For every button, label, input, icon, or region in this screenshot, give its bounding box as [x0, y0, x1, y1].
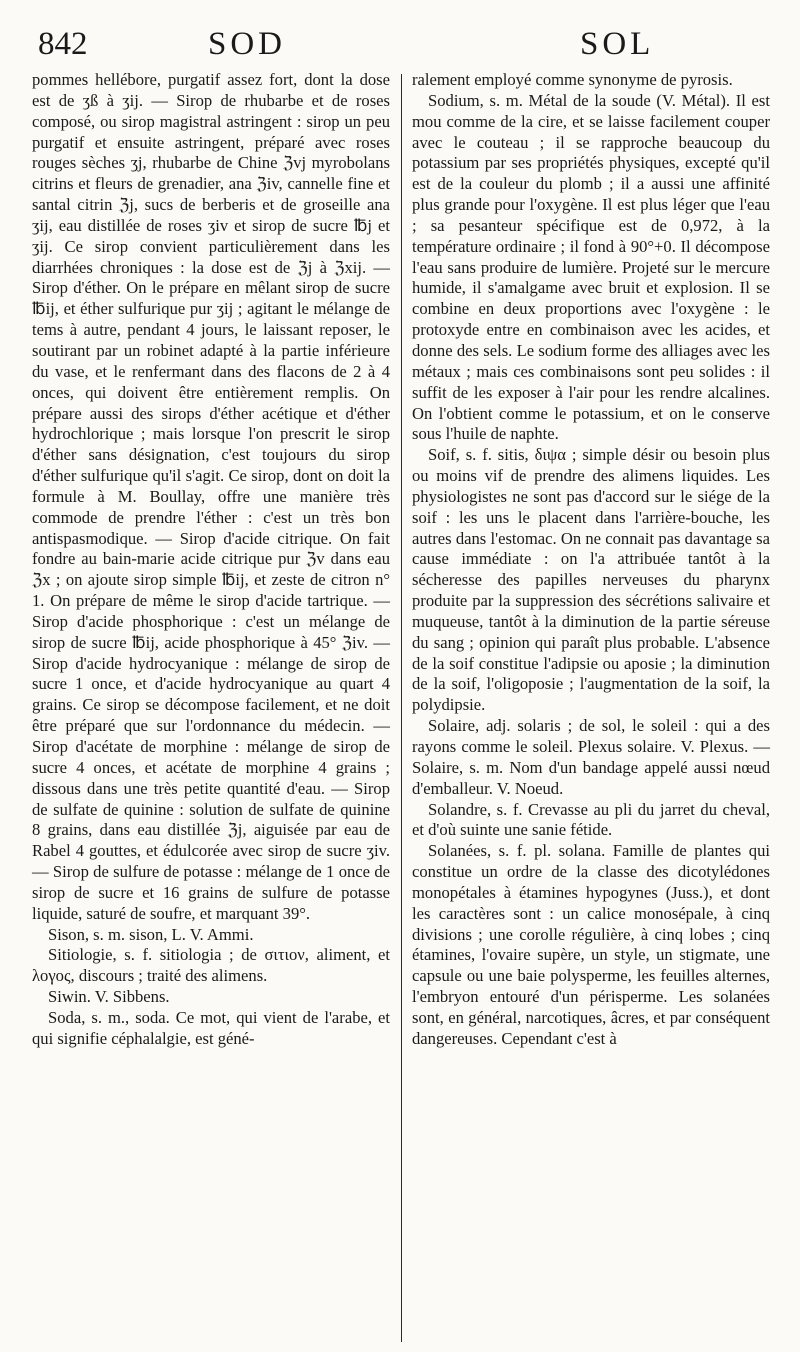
entry-soda-continued: ralement employé comme synonyme de pyrosis.	[412, 70, 733, 89]
entry-sodium: Sodium, s. m. Métal de la soude (V. Métal). Il est mou comme de la cire, et se laisse facilement couper avec le couteau ; il se rapproche beaucoup du potassium par ses propriétés physiques, excepté qu'il est de la couleur du plomb ; il a aussi une affinité plus grande pour l'oxygène. Il est plus léger que l'eau ; sa pesanteur spécifique est de 0,972, à la température ordinaire ; il fond à 90°+0. Il décompose l'eau sans produire de lumière. Projeté sur le mercure humide, il s'amalgame avec bruit et explosion. Il se combine en deux proportions avec l'oxygène : le protoxyde entre en combinaison avec les acides, et donne des sels. Le sodium forme des alliages avec les métaux ; mais ces combinaisons sont peu solides : il suffit de les exposer à l'air pour les rendre alcalines. On l'obtient comme le potassium, et on le conserve sous l'huile de naphte.	[412, 90, 770, 444]
entry-sison: Sison, s. m. sison, L. V. Ammi.	[48, 924, 254, 944]
entry-solandre: Solandre, s. f. Crevasse au pli du jarret du cheval, et d'où suinte une sanie fétide.	[412, 799, 770, 840]
running-head-left: SOD	[208, 26, 287, 62]
right-column	[412, 70, 770, 1050]
entry-solanees: Solanées, s. f. pl. solana. Famille de plantes qui constitue un ordre de la classe des dicotylédones monopétales à étamines hypogynes (Juss.), et dont les caractères sont : un calice monosépale, à cinq divisions ; une corolle régulière, à cinq lobes ; cinq étamines, l'ovaire supère, un style, un stigmate, une capsule ou une baie polysperme, les feuilles alternes, l'embryon entouré d'un périsperme. Les solanées sont, en général, narcotiques, âcres, et par conséquent dangereuses. Cependant c'est à	[412, 841, 770, 1048]
entry-sitiologie: Sitiologie, s. f. sitiologia ; de σιτιον, aliment, et λογος, discours ; traité des alimens.	[32, 945, 390, 986]
column-divider	[401, 74, 402, 1342]
entry-soif: Soif, s. f. sitis, διψα ; simple désir ou besoin plus ou moins vif de prendre des alimens liquides. Les physiologistes ne sont pas d'accord sur le siége de la soif : les uns le placent dans l'arrière-bouche, les autres dans l'estomac. On ne connait pas davantage sa cause immédiate : on l'a attribuée tantôt à la sécheresse des papilles nerveuses du pharynx produite par la suppression des sécrétions salivaire et muqueuse, tantôt à la diminution de la partie séreuse du sang ; opinion qui paraît plus probable. L'absence de la soif constitue l'adipsie ou aposie ; la diminution de la soif, l'oligoposie ; l'augmentation de la soif, la polydipsie.	[412, 445, 770, 715]
left-column	[32, 70, 390, 1050]
entry-solaire: Solaire, adj. solaris ; de sol, le soleil : qui a des rayons comme le soleil. Plexus solaire. V. Plexus. — Solaire, s. m. Nom d'un bandage appelé aussi nœud d'emballeur. V. Noeud.	[412, 716, 770, 798]
entry-siwin: Siwin. V. Sibbens.	[48, 987, 170, 1007]
entry-sirop-continued: pommes hellébore, purgatif assez fort, dont la dose est de ʒß à ʒij. — Sirop de rhubarbe et de roses composé, ou sirop magistral astringent : sirop un peu purgatif et ensuite astringent, préparé avec roses rouges sèches ʒj, rhubarbe de Chine ℨvj myrobolans citrins et fleurs de grenadier, ana ℨiv, cannelle fine et santal citrin ℨj, sucs de berberis et de groseille ana ʒij, eau distillée de roses ʒiv et sirop de sucre ℔j et ʒij. Ce sirop convient particulièrement dans les diarrhées chroniques : la dose est de ℨj à ℨxij. — Sirop d'éther. On le prépare en mêlant sirop de sucre ℔ij, et éther sulfurique pur ʒij ; agitant le mélange de tems à autre, pendant 4 jours, le laissant reposer, le soutirant par un robinet adapté à la partie inférieure du vase, et le renfermant dans des flacons de 2 à 4 onces, qui doivent être entièrement remplis. On prépare aussi des sirops d'éther acétique et d'éther hydrochlorique ; mais lorsque l'on prescrit le sirop d'éther sans désignation, c'est toujours du sirop d'éther sulfurique qu'il s'agit. Ce sirop, dont on doit la formule à M. Boullay, offre une manière très commode de prendre l'éther : c'est un très bon antispasmodique. — Sirop d'acide citrique. On fait fondre au bain-marie acide citrique pur ℨv dans eau ℨx ; on ajoute sirop simple ℔ij, et zeste de citron n° 1. On prépare de même le sirop d'acide tartrique. — Sirop d'acide phosphorique : c'est un mélange de sirop de sucre ℔ij, acide phosphorique à 45° ℨiv. — Sirop d'acide hydrocyanique : mélange de sirop de sucre 1 once, et d'acide hydrocyanique au quart 4 grains. Ce sirop se décompose facilement, et ne doit être préparé que sur l'ordonnance du médecin. — Sirop d'acétate de morphine : mélange de sirop de sucre 4 onces, et acétate de morphine 4 grains ; dissous dans une très petite quantité d'eau. — Sirop de sulfate de quinine : solution de sulfate de quinine 8 grains, dans eau distillée ℨj, aiguisée par eau de Rabel 4 gouttes, et édulcorée avec sirop de sucre ʒiv. — Sirop de sulfure de potasse : mélange de 1 once de sirop de sucre et 16 grains de sulfure de potasse liquide, saturé de soufre, et marquant 39°.	[32, 70, 390, 923]
entry-soda: Soda, s. m., soda. Ce mot, qui vient de l'arabe, et qui signifie céphalalgie, est géné-	[32, 1007, 390, 1048]
page-number: 842	[38, 26, 88, 62]
page-header	[0, 20, 800, 70]
running-head-right: SOL	[580, 26, 655, 62]
